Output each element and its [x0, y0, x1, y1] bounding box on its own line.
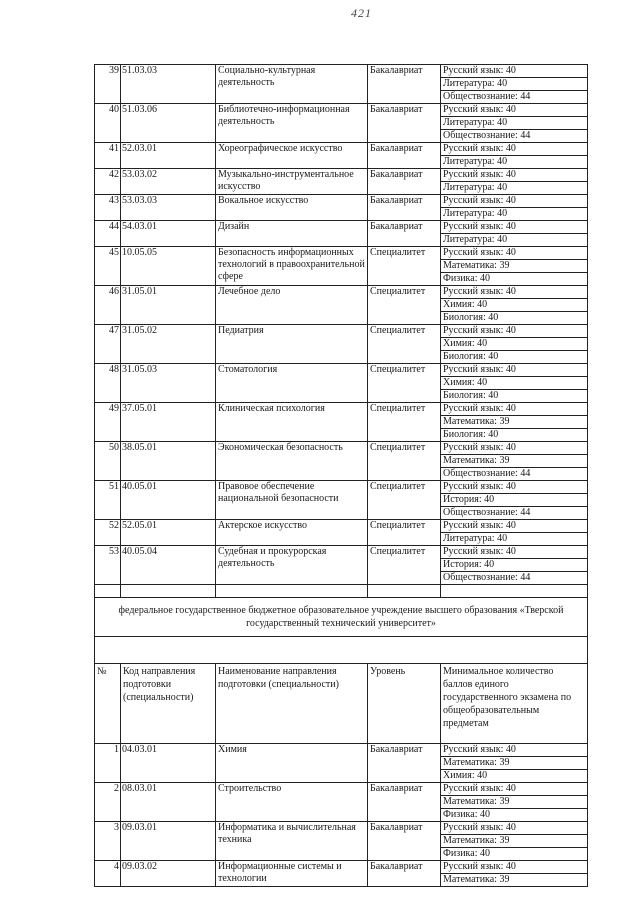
header-exams: Минимальное количество баллов единого государственного экзамена по общеобразовательным предметам	[441, 664, 588, 744]
row-exam-requirement: Биология: 40	[441, 390, 588, 403]
row-exam-requirement: Литература: 40	[441, 78, 588, 91]
row-exam-requirement: Биология: 40	[441, 429, 588, 442]
row-number: 4	[95, 861, 121, 887]
row-program-name: Правовое обеспечение национальной безопасности	[216, 481, 368, 520]
row-level: Бакалавриат	[368, 104, 441, 143]
row-exam-requirement: Русский язык: 40	[441, 169, 588, 182]
row-level: Бакалавриат	[368, 65, 441, 104]
page-number: 421	[351, 6, 372, 20]
row-number: 46	[95, 286, 121, 325]
row-exam-requirement: Русский язык: 40	[441, 822, 588, 835]
row-program-name: Экономическая безопасность	[216, 442, 368, 481]
row-exam-requirement: Обществознание: 44	[441, 130, 588, 143]
row-level: Специалитет	[368, 520, 441, 546]
row-level: Бакалавриат	[368, 143, 441, 169]
row-code: 09.03.02	[121, 861, 216, 887]
table-row	[95, 104, 588, 117]
row-code: 31.05.02	[121, 325, 216, 364]
row-exam-requirement: Русский язык: 40	[441, 286, 588, 299]
row-program-name: Музыкально-инструментальное искусство	[216, 169, 368, 195]
row-exam-requirement: Литература: 40	[441, 533, 588, 546]
row-program-name: Вокальное искусство	[216, 195, 368, 221]
row-exam-requirement: Русский язык: 40	[441, 783, 588, 796]
row-program-name: Информационные системы и технологии	[216, 861, 368, 887]
row-exam-requirement: Химия: 40	[441, 299, 588, 312]
table-row	[95, 481, 588, 494]
row-number: 39	[95, 65, 121, 104]
table-row	[95, 442, 588, 455]
table-row	[95, 325, 588, 338]
row-exam-requirement: Русский язык: 40	[441, 744, 588, 757]
row-program-name: Судебная и прокурорская деятельность	[216, 546, 368, 585]
row-code: 52.03.01	[121, 143, 216, 169]
table-row	[95, 861, 588, 874]
row-exam-requirement: Физика: 40	[441, 273, 588, 286]
row-code: 38.05.01	[121, 442, 216, 481]
row-program-name: Химия	[216, 744, 368, 783]
table-row	[95, 744, 588, 757]
row-program-name: Строительство	[216, 783, 368, 822]
row-program-name: Дизайн	[216, 221, 368, 247]
table-row	[95, 247, 588, 260]
row-code: 31.05.01	[121, 286, 216, 325]
row-level: Бакалавриат	[368, 195, 441, 221]
table-row	[95, 822, 588, 835]
row-code: 09.03.01	[121, 822, 216, 861]
row-exam-requirement: Биология: 40	[441, 312, 588, 325]
row-number: 48	[95, 364, 121, 403]
row-level: Специалитет	[368, 364, 441, 403]
row-program-name: Библиотечно-информационная деятельность	[216, 104, 368, 143]
organization-title: федеральное государственное бюджетное образовательное учреждение высшего образования «Тверской государственный технический университет»	[95, 598, 588, 637]
row-exam-requirement: Русский язык: 40	[441, 247, 588, 260]
row-exam-requirement: Русский язык: 40	[441, 546, 588, 559]
table-row	[95, 546, 588, 559]
row-code: 53.03.02	[121, 169, 216, 195]
row-code: 08.03.01	[121, 783, 216, 822]
table-body-top	[95, 65, 588, 585]
row-code: 54.03.01	[121, 221, 216, 247]
table-row	[95, 520, 588, 533]
row-exam-requirement: Русский язык: 40	[441, 861, 588, 874]
row-exam-requirement: Литература: 40	[441, 117, 588, 130]
row-exam-requirement: Математика: 39	[441, 416, 588, 429]
row-exam-requirement: Химия: 40	[441, 770, 588, 783]
row-number: 2	[95, 783, 121, 822]
table-row	[95, 143, 588, 156]
header-name: Наименование направления подготовки (специальности)	[216, 664, 368, 744]
row-exam-requirement: Математика: 39	[441, 796, 588, 809]
table-body-bottom	[95, 744, 588, 887]
row-exam-requirement: Русский язык: 40	[441, 403, 588, 416]
row-exam-requirement: Русский язык: 40	[441, 143, 588, 156]
row-program-name: Хореографическое искусство	[216, 143, 368, 169]
row-program-name: Актерское искусство	[216, 520, 368, 546]
row-exam-requirement: Математика: 39	[441, 835, 588, 848]
row-level: Бакалавриат	[368, 822, 441, 861]
row-program-name: Лечебное дело	[216, 286, 368, 325]
row-exam-requirement: Математика: 39	[441, 260, 588, 273]
row-number: 40	[95, 104, 121, 143]
row-program-name: Информатика и вычислительная техника	[216, 822, 368, 861]
row-exam-requirement: Литература: 40	[441, 156, 588, 169]
row-code: 37.05.01	[121, 403, 216, 442]
row-number: 52	[95, 520, 121, 546]
row-exam-requirement: Русский язык: 40	[441, 104, 588, 117]
header-level: Уровень	[368, 664, 441, 744]
row-exam-requirement: Русский язык: 40	[441, 195, 588, 208]
row-exam-requirement: Русский язык: 40	[441, 364, 588, 377]
row-level: Специалитет	[368, 442, 441, 481]
row-exam-requirement: История: 40	[441, 494, 588, 507]
table-row	[95, 286, 588, 299]
row-level: Специалитет	[368, 481, 441, 520]
table-header	[95, 664, 588, 744]
row-number: 53	[95, 546, 121, 585]
row-number: 3	[95, 822, 121, 861]
row-number: 42	[95, 169, 121, 195]
row-number: 43	[95, 195, 121, 221]
admission-table	[94, 64, 588, 887]
row-code: 52.05.01	[121, 520, 216, 546]
table-row	[95, 783, 588, 796]
row-exam-requirement: Физика: 40	[441, 809, 588, 822]
row-level: Специалитет	[368, 247, 441, 286]
row-code: 40.05.01	[121, 481, 216, 520]
row-exam-requirement: Русский язык: 40	[441, 481, 588, 494]
row-exam-requirement: Математика: 39	[441, 874, 588, 887]
header-code: Код направления подготовки (специальности)	[121, 664, 216, 744]
row-number: 41	[95, 143, 121, 169]
row-exam-requirement: Литература: 40	[441, 182, 588, 195]
table-row	[95, 364, 588, 377]
row-code: 10.05.05	[121, 247, 216, 286]
row-exam-requirement: Химия: 40	[441, 338, 588, 351]
row-number: 49	[95, 403, 121, 442]
row-code: 04.03.01	[121, 744, 216, 783]
row-program-name: Безопасность информационных технологий в правоохранительной сфере	[216, 247, 368, 286]
row-level: Специалитет	[368, 286, 441, 325]
row-exam-requirement: Обществознание: 44	[441, 91, 588, 104]
table-row	[95, 195, 588, 208]
row-exam-requirement: Литература: 40	[441, 234, 588, 247]
row-exam-requirement: Русский язык: 40	[441, 325, 588, 338]
row-exam-requirement: Русский язык: 40	[441, 442, 588, 455]
row-level: Бакалавриат	[368, 744, 441, 783]
org-section	[95, 598, 588, 744]
row-exam-requirement: Обществознание: 44	[441, 468, 588, 481]
row-exam-requirement: Математика: 39	[441, 455, 588, 468]
row-level: Бакалавриат	[368, 783, 441, 822]
row-number: 51	[95, 481, 121, 520]
gap-row	[95, 637, 588, 664]
row-code: 31.05.03	[121, 364, 216, 403]
row-number: 45	[95, 247, 121, 286]
row-code: 53.03.03	[121, 195, 216, 221]
row-code: 51.03.03	[121, 65, 216, 104]
row-number: 47	[95, 325, 121, 364]
row-number: 50	[95, 442, 121, 481]
row-level: Бакалавриат	[368, 861, 441, 887]
row-number: 1	[95, 744, 121, 783]
row-number: 44	[95, 221, 121, 247]
row-exam-requirement: Химия: 40	[441, 377, 588, 390]
row-program-name: Педиатрия	[216, 325, 368, 364]
row-exam-requirement: Литература: 40	[441, 208, 588, 221]
row-exam-requirement: Русский язык: 40	[441, 520, 588, 533]
spacer-rows	[95, 585, 588, 598]
row-level: Бакалавриат	[368, 221, 441, 247]
row-exam-requirement: Обществознание: 44	[441, 572, 588, 585]
row-code: 51.03.06	[121, 104, 216, 143]
row-program-name: Клиническая психология	[216, 403, 368, 442]
row-exam-requirement: История: 40	[441, 559, 588, 572]
row-code: 40.05.04	[121, 546, 216, 585]
table-row	[95, 403, 588, 416]
header-num: №	[95, 664, 121, 744]
row-level: Специалитет	[368, 546, 441, 585]
row-exam-requirement: Биология: 40	[441, 351, 588, 364]
row-level: Специалитет	[368, 325, 441, 364]
table-row	[95, 169, 588, 182]
row-exam-requirement: Русский язык: 40	[441, 65, 588, 78]
table-row	[95, 65, 588, 78]
table-row	[95, 221, 588, 234]
row-level: Бакалавриат	[368, 169, 441, 195]
row-level: Специалитет	[368, 403, 441, 442]
row-exam-requirement: Математика: 39	[441, 757, 588, 770]
row-program-name: Стоматология	[216, 364, 368, 403]
row-program-name: Социально-культурная деятельность	[216, 65, 368, 104]
row-exam-requirement: Обществознание: 44	[441, 507, 588, 520]
row-exam-requirement: Физика: 40	[441, 848, 588, 861]
row-exam-requirement: Русский язык: 40	[441, 221, 588, 234]
